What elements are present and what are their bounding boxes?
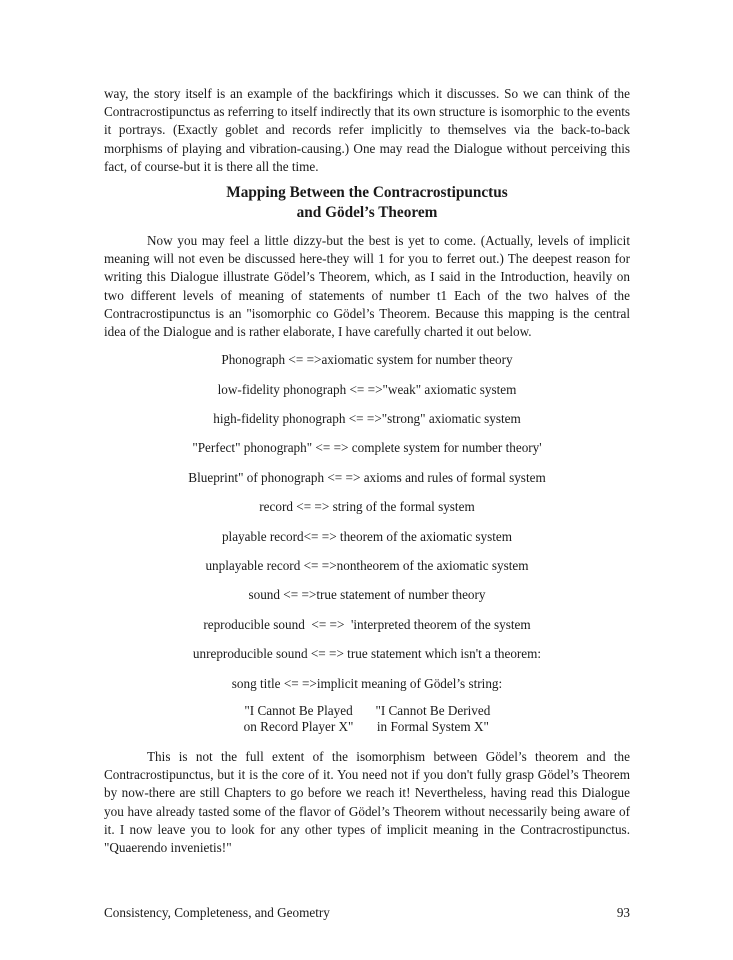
- song-titles: [104, 703, 630, 736]
- mapping-line: reproducible sound <= => 'interpreted theorem of the system: [203, 616, 531, 632]
- song-title-right-line-2: in Formal System X": [376, 719, 489, 735]
- mapping-line: Phonograph <= =>axiomatic system for number theory: [221, 352, 513, 368]
- closing-paragraph: This is not the full extent of the isomorphism between Gödel’s theorem and the Contracrostipunctus, but it is the core of it. You need not if you don't fully grasp Gödel’s Theorem by now-there are still Chapters to go before we reach it! Nevertheless, having read this Dialogue you have already tasted some of the flavor of Gödel’s Theorem without necessarily being aware of it. I now leave you to look for any other types of implicit meaning in the Contracrostipunctus. "Quaerendo invenietis!": [104, 748, 630, 855]
- page-number: 93: [616, 905, 630, 920]
- mapping-line: record <= => string of the formal system: [259, 499, 475, 515]
- section-heading: [104, 183, 630, 223]
- mapping-line: playable record<= => theorem of the axiomatic system: [221, 528, 513, 544]
- song-title-right-line-1: "I Cannot Be Derived: [375, 702, 491, 718]
- mapping-line: unreproducible sound <= => true statement which isn't a theorem:: [192, 646, 542, 662]
- mapping-chart: [104, 351, 630, 736]
- song-title-left-line-2: on Record Player X": [243, 719, 354, 735]
- page-body: [104, 85, 630, 857]
- mapping-line: low-fidelity phonograph <= =>"weak" axiomatic system: [217, 381, 517, 397]
- mapping-line: unplayable record <= =>nontheorem of the axiomatic system: [205, 557, 529, 573]
- mapping-line: sound <= =>true statement of number theory: [248, 587, 486, 603]
- mapping-line: Blueprint" of phonograph <= => axioms and rules of formal system: [188, 469, 546, 485]
- song-title-right: [375, 703, 490, 736]
- section-heading-line-1: Mapping Between the Contracrostipunctus: [226, 184, 508, 202]
- song-title-left-line-1: "I Cannot Be Played: [244, 702, 353, 718]
- mapping-line: high-fidelity phonograph <= =>"strong" axiomatic system: [213, 411, 521, 427]
- song-title-left: [244, 703, 354, 736]
- section-heading-line-2: and Gödel’s Theorem: [296, 204, 438, 222]
- intro-paragraph: Now you may feel a little dizzy-but the best is yet to come. (Actually, levels of implicit meaning will not even be discussed here-they will 1 for you to ferret out.) The deepest reason for writing this Dialogue illustrate Gödel’s Theorem, which, as I said in the Introduction, heavily on two different levels of meaning of statements of number t1 Each of the two halves of the Contracrostipunctus is an "isomorphic co Gödel’s Theorem. Because this mapping is the central idea of the Dialogue and is rather elaborate, I have carefully charted it out below.: [104, 233, 630, 340]
- mapping-line: "Perfect" phonograph" <= => complete system for number theory': [192, 440, 542, 456]
- mapping-line: song title <= =>implicit meaning of Gödel’s string:: [231, 675, 503, 691]
- page-footer: [104, 904, 630, 922]
- top-paragraph: way, the story itself is an example of the backfirings which it discusses. So we can think of the Contracrostipunctus as referring to itself indirectly that its own structure is isomorphic to the events it portrays. (Exactly goblet and records refer implicitly to themselves via the back-to-back morphisms of playing and vibration-causing.) One may read the Dialogue without perceiving this fact, of course-but it is there all the time.: [104, 86, 630, 174]
- running-title: Consistency, Completeness, and Geometry: [104, 905, 330, 920]
